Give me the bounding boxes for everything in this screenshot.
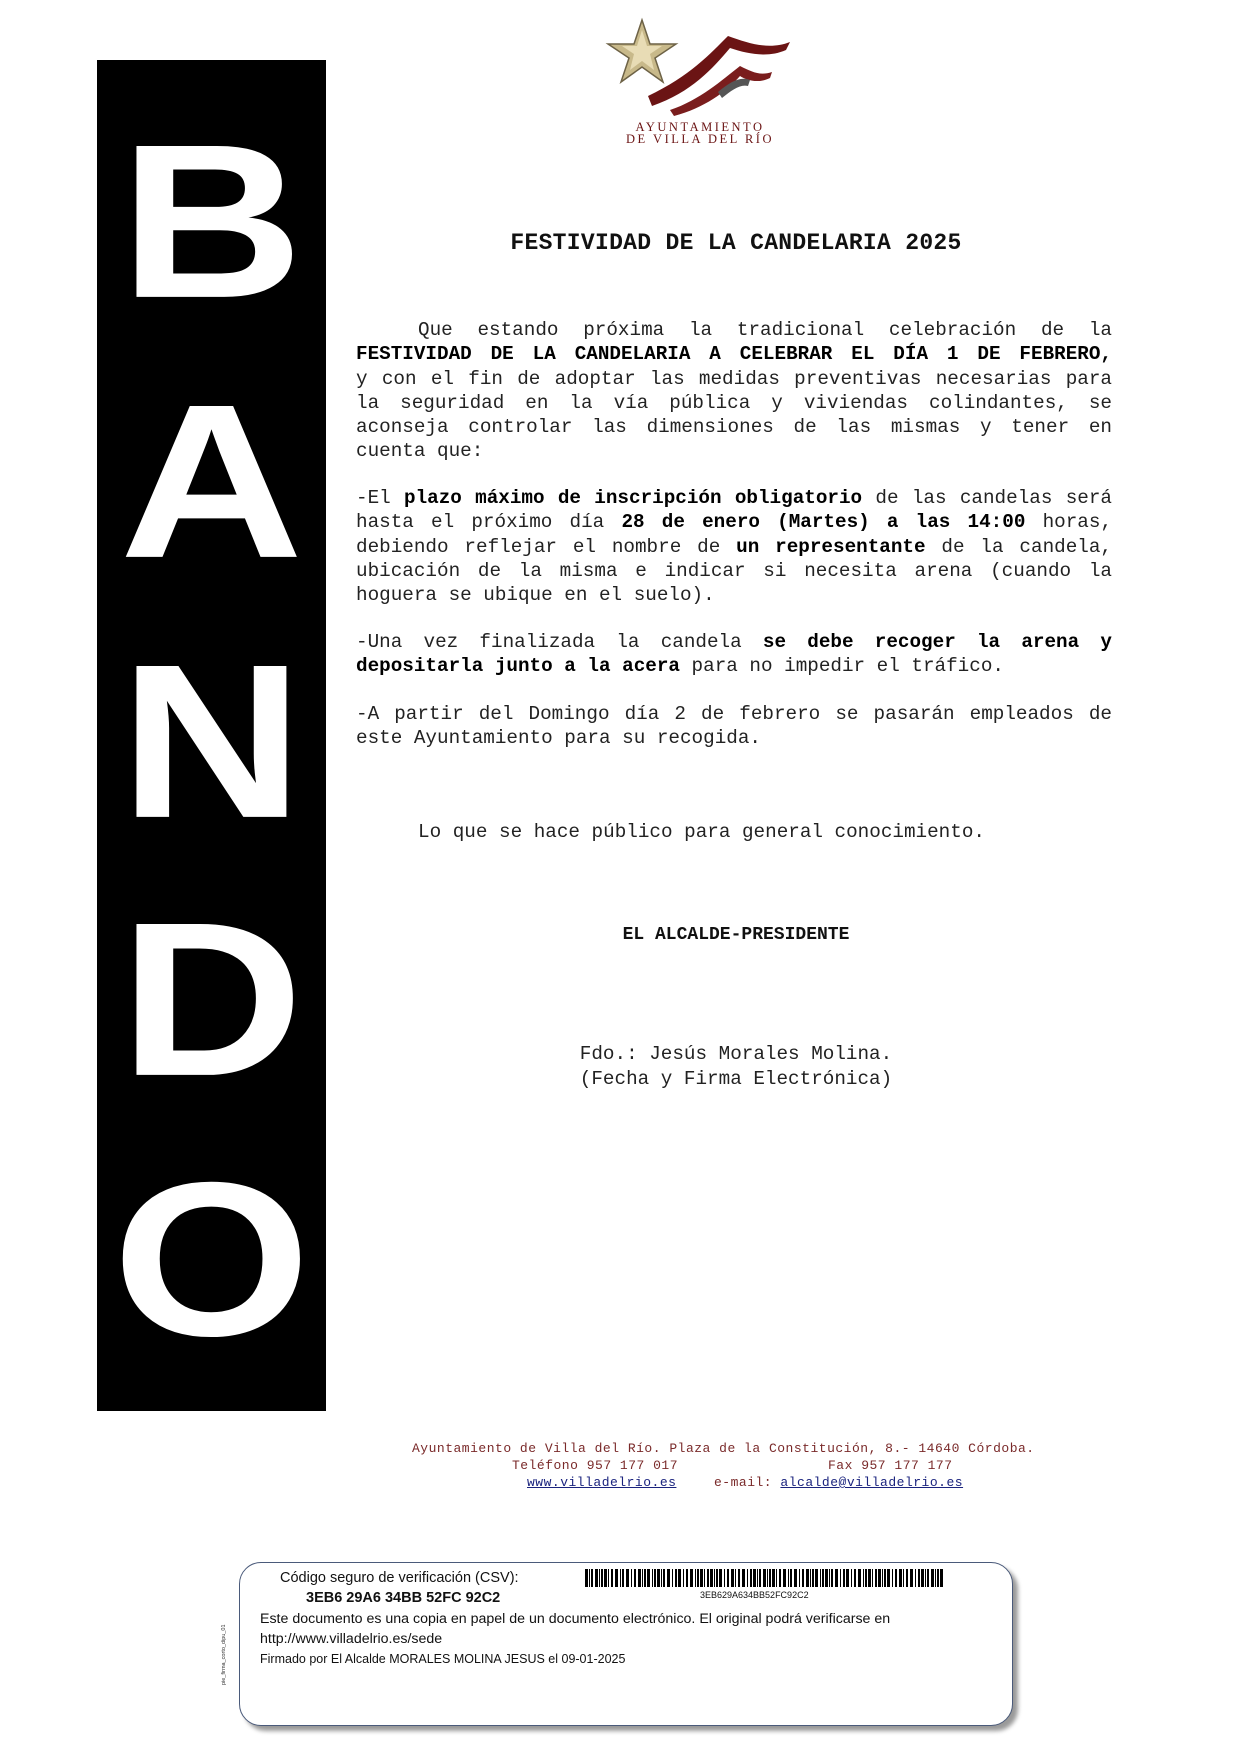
email-label: e-mail: xyxy=(714,1475,773,1490)
bando-letter-a: A xyxy=(119,359,304,605)
csv-copy-notice: Este documento es una copia en papel de un documento electrónico. El original podrá verificarse en xyxy=(260,1611,891,1627)
logo-line-2: DE VILLA DEL RÍO xyxy=(626,132,774,146)
email-link[interactable]: alcalde@villadelrio.es xyxy=(780,1475,964,1490)
footer-email-row xyxy=(714,1475,1241,1490)
footer-address: Ayuntamiento de Villa del Río. Plaza de la Constitución, 8.- 14640 Córdoba. xyxy=(412,1441,1035,1456)
item-inscription xyxy=(356,486,1112,607)
bando-letter-n: N xyxy=(119,619,304,865)
bando-letter-o: O xyxy=(112,1137,311,1383)
item1-bold-2: 28 de enero (Martes) a las 14:00 xyxy=(621,511,1026,534)
item2-text-2: para no impedir el tráfico. xyxy=(679,655,1004,678)
item1-bold-3: un representante xyxy=(736,535,926,558)
item2-text-1: -Una vez finalizada la candela xyxy=(356,631,763,653)
barcode-icon xyxy=(585,1569,945,1587)
barcode-text: 3EB629A634BB52FC92C2 xyxy=(700,1590,809,1600)
signature-role: EL ALCALDE-PRESIDENTE xyxy=(622,925,850,945)
csv-label: Código seguro de verificación (CSV): xyxy=(280,1570,519,1586)
footer-phone: Teléfono 957 177 017 xyxy=(512,1458,679,1473)
intro-bold: FESTIVIDAD DE LA CANDELARIA A CELEBRAR EL DÍA 1 DE FEBRERO, xyxy=(356,343,1112,366)
closing-text: Lo que se hace público para general conocimiento. xyxy=(418,821,985,843)
side-note: pie_firma_corto_dipu_01 xyxy=(221,1624,227,1685)
signature-note: (Fecha y Firma Electrónica) xyxy=(579,1068,893,1090)
bando-banner xyxy=(97,60,326,1411)
logo-line-1: AYUNTAMIENTO xyxy=(635,120,765,134)
item1-text-2: de las candelas será hasta el próximo día xyxy=(356,487,1112,534)
bando-letter-b: B xyxy=(119,99,304,345)
signature-name: Fdo.: Jesús Morales Molina. xyxy=(579,1043,893,1065)
item1-bold-1: plazo máximo de inscripción obligatorio xyxy=(404,487,863,509)
bando-letter-d: D xyxy=(119,877,304,1123)
intro-line-1: Que estando próxima la tradicional celebración de la xyxy=(418,319,1112,341)
footer-fax: Fax 957 177 177 xyxy=(828,1458,953,1473)
item1-text-1: -El xyxy=(356,487,404,509)
intro-paragraph xyxy=(356,318,1112,464)
csv-verify-url[interactable]: http://www.villadelrio.es/sede xyxy=(260,1631,443,1647)
item2-bold-1: se debe recoger la arena y depositarla junto a la acera xyxy=(356,631,1112,678)
csv-verification-box xyxy=(239,1562,1013,1726)
ayuntamiento-logo xyxy=(600,14,800,149)
document-title: FESTIVIDAD DE LA CANDELARIA 2025 xyxy=(510,230,962,256)
item1-text-4: de la candela, ubicación de la misma e indicar si necesita arena (cuando la hoguera se ubique en el suelo). xyxy=(356,535,1112,607)
item-recogida: -A partir del Domingo día 2 de febrero se pasarán empleados de este Ayuntamiento para su recogida. xyxy=(356,703,1112,750)
csv-signed-by: Firmado por El Alcalde MORALES MOLINA JESUS el 09-01-2025 xyxy=(260,1652,626,1666)
item1-text-3: horas, debiendo reflejar el nombre de xyxy=(356,511,1113,558)
item-arena xyxy=(356,630,1112,679)
csv-code: 3EB6 29A6 34BB 52FC 92C2 xyxy=(306,1590,501,1606)
star-mountain-emblem-icon xyxy=(600,14,800,124)
intro-rest: y con el fin de adoptar las medidas preventivas necesarias para la seguridad en la vía pública y viviendas colindantes, se aconseja controlar las dimensiones de las mismas y tener en cuenta que: xyxy=(356,367,1112,463)
website-link[interactable]: www.villadelrio.es xyxy=(527,1475,677,1490)
